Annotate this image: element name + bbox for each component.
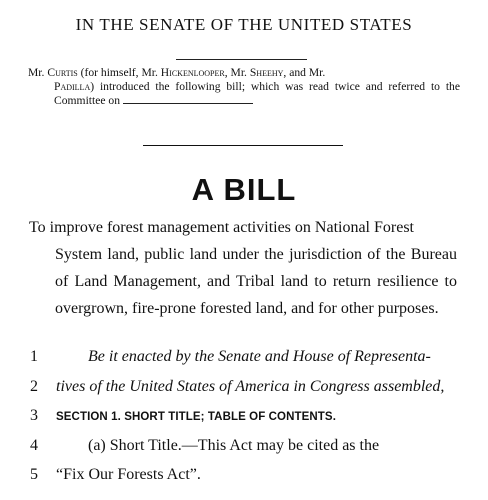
sponsor-name: Curtis xyxy=(47,66,78,79)
sponsor-prefix: Mr. xyxy=(28,66,45,79)
title-divider xyxy=(143,145,343,146)
header-divider xyxy=(176,59,307,60)
cosponsor-name-2: Sheehy xyxy=(249,66,284,79)
introduction-continuation xyxy=(28,80,460,108)
bill-line xyxy=(0,402,488,432)
line-number: 3 xyxy=(30,407,38,424)
line-number: 1 xyxy=(30,348,38,365)
bill-title: A BILL xyxy=(191,172,297,207)
numbered-lines xyxy=(0,343,488,491)
enacting-clause-text: tives of the United States of America in Congress assembled, xyxy=(56,377,445,395)
line-number: 4 xyxy=(30,436,38,454)
bill-line xyxy=(0,461,488,491)
bill-line xyxy=(0,432,488,462)
purpose-lead: To improve forest management activities on National Forest xyxy=(29,219,414,236)
subsection-text: (a) Short Title.—This Act may be cited as the xyxy=(88,436,380,454)
bill-line xyxy=(0,373,488,403)
chamber-heading: IN THE SENATE OF THE UNITED STATES xyxy=(75,15,413,34)
cosponsors-text-3: , and Mr. xyxy=(283,66,326,79)
line-number: 5 xyxy=(30,466,38,483)
short-title-text: “Fix Our Forests Act”. xyxy=(56,466,201,483)
cosponsor-name-1: Hickenlooper xyxy=(160,66,225,79)
section-heading: SECTION 1. SHORT TITLE; TABLE OF CONTENTS. xyxy=(56,411,336,423)
purpose-rest: System land, public land under the jurisdiction of the Bureau of Land Management, and Tribal land to return resilience to overgrown, fire-prone forested land, and for other purposes. xyxy=(55,246,457,317)
introduction-paragraph xyxy=(28,66,460,108)
line-number: 2 xyxy=(30,377,38,395)
purpose-clause xyxy=(29,214,457,322)
cosponsor-name-3: Padilla xyxy=(54,80,91,93)
enacting-clause-text: Be it enacted by the Senate and House of Representa- xyxy=(88,348,431,365)
referral-text: ) introduced the following bill; which was read twice and referred to the Committee on xyxy=(54,80,460,107)
bill-line xyxy=(0,343,488,373)
committee-blank-line xyxy=(123,94,253,104)
cosponsors-text-2: , Mr. xyxy=(224,66,250,79)
cosponsors-text-1: (for himself, Mr. xyxy=(77,66,161,79)
